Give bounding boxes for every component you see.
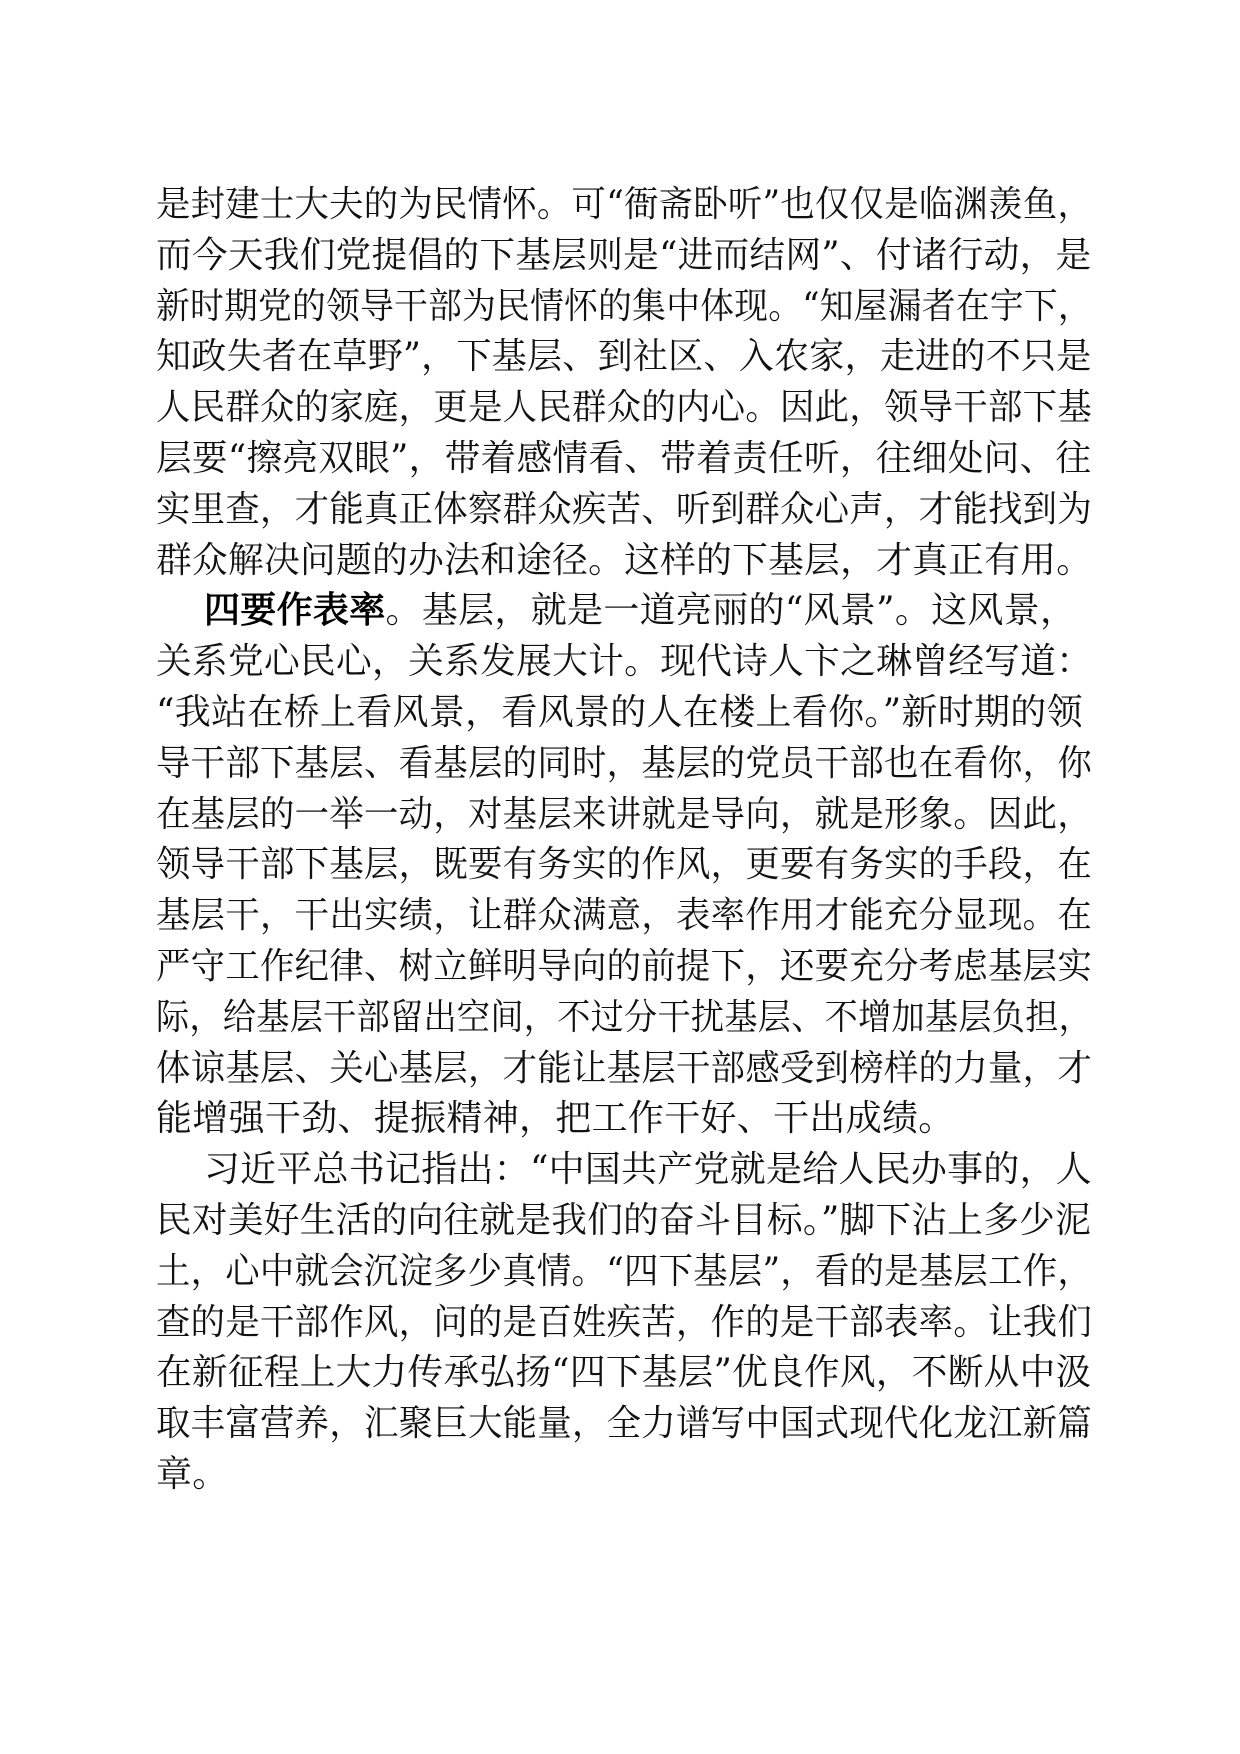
section-heading: 四要作表率 — [204, 590, 386, 632]
text-line: 能增强干劲、提振精神，把工作干好、干出成绩。 — [156, 1098, 955, 1140]
text-line: 层要“擦亮双眼”，带着感情看、带着责任听，往细处问、往 — [156, 437, 1092, 479]
text-line: 导干部下基层、看基层的同时，基层的党员干部也在看你，你 — [156, 742, 1093, 784]
text-line: 民对美好生活的向往就是我们的奋斗目标。”脚下沾上多少泥 — [156, 1199, 1092, 1241]
text-line: 而今天我们党提倡的下基层则是“进而结网”、付诸行动，是 — [156, 234, 1092, 276]
text-line: 领导干部下基层，既要有务实的作风，更要有务实的手段，在 — [156, 844, 1093, 886]
text-line: 基层干，干出实绩，让群众满意，表率作用才能充分显现。在 — [156, 895, 1093, 937]
text-line: 体谅基层、关心基层，才能让基层干部感受到榜样的力量，才 — [156, 1047, 1093, 1089]
text-run: 。基层，就是一道亮丽的“风景”。这风景， — [385, 590, 1077, 632]
text-line: 在基层的一举一动，对基层来讲就是导向，就是形象。因此， — [156, 793, 1093, 835]
text-line: 是封建士大夫的为民情怀。可“衙斋卧听”也仅仅是临渊羡鱼， — [156, 184, 1093, 225]
text-line: 土，心中就会沉淀多少真情。“四下基层”，看的是基层工作， — [156, 1250, 1093, 1292]
text-line-first: 习近平总书记指出：“中国共产党就是给人民办事的，人 — [203, 1149, 1093, 1191]
document-body — [156, 180, 1092, 1501]
text-line: 关系党心民心，关系发展大计。现代诗人卞之琳曾经写道： — [156, 641, 1093, 683]
text-line: 查的是干部作风，问的是百姓疾苦，作的是干部表率。让我们 — [156, 1301, 1093, 1343]
text-line: 实里查，才能真正体察群众疾苦、听到群众心声，才能找到为 — [156, 488, 1093, 530]
text-line: 际，给基层干部留出空间，不过分干扰基层、不增加基层负担， — [156, 996, 1093, 1038]
paragraph-3 — [156, 1145, 1092, 1501]
text-line: 严守工作纪律、树立鲜明导向的前提下，还要充分考虑基层实 — [156, 945, 1093, 987]
text-line: 取丰富营养，汇聚巨大能量，全力谱写中国式现代化龙江新篇 — [156, 1403, 1093, 1445]
text-line: “我站在桥上看风景，看风景的人在楼上看你。”新时期的领 — [156, 691, 1083, 733]
paragraph-2 — [156, 586, 1092, 1145]
text-line: 群众解决问题的办法和途径。这样的下基层，才真正有用。 — [156, 539, 1093, 581]
text-line: 人民群众的家庭，更是人民群众的内心。因此，领导干部下基 — [156, 387, 1093, 429]
text-line: 新时期党的领导干部为民情怀的集中体现。“知屋漏者在宇下， — [156, 285, 1092, 327]
text-line: 知政失者在草野”，下基层、到社区、入农家，走进的不只是 — [156, 336, 1092, 378]
text-line-first — [156, 586, 1092, 637]
paragraph-1 — [156, 180, 1092, 586]
text-line: 章。 — [156, 1453, 229, 1495]
text-line: 在新征程上大力传承弘扬“四下基层”优良作风，不断从中汲 — [156, 1352, 1092, 1394]
